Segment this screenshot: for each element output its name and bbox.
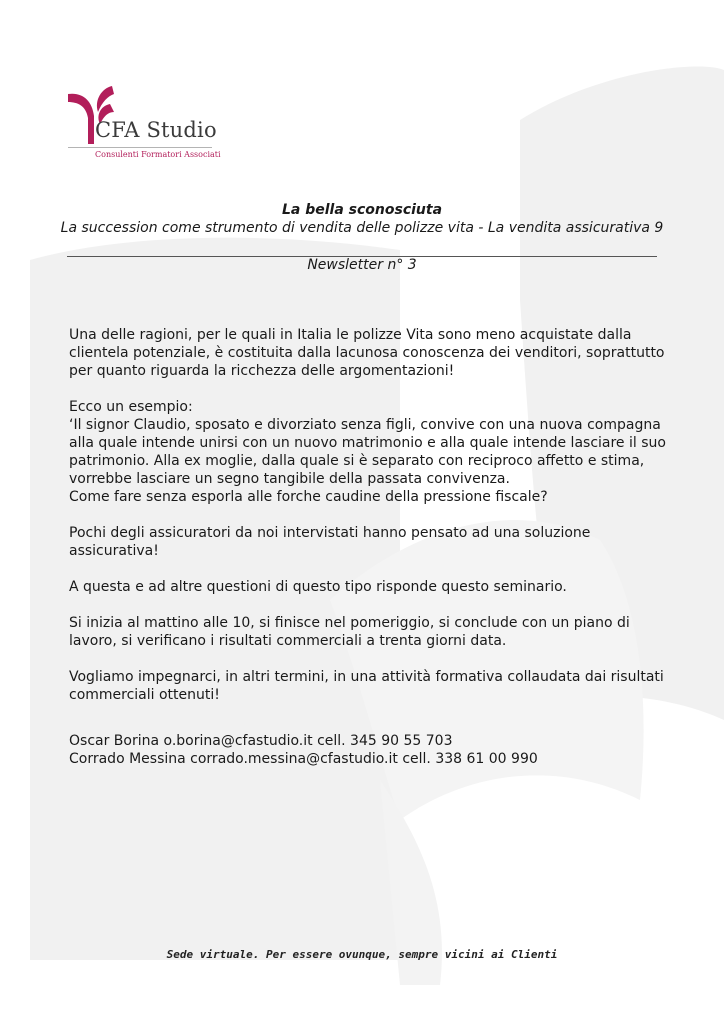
logo-divider bbox=[68, 147, 212, 148]
newsletter-number: Newsletter n° 3 bbox=[307, 257, 417, 273]
paragraph-schedule: Si inizia al mattino alle 10, si finisce nel pomeriggio, si conclude con un piano di lavoro, si verificano i risultati commerciali a trenta giorni data. bbox=[69, 615, 630, 649]
document-subtitle: La succession come strumento di vendita delle polizze vita - La vendita assicurativa 9 bbox=[60, 220, 664, 236]
paragraph-seminar: A questa e ad altre questioni di questo tipo risponde questo seminario. bbox=[69, 579, 567, 595]
footer-motto: Sede virtuale. Per essere ovunque, sempre vicini ai Clienti bbox=[166, 948, 558, 961]
contact-line: Oscar Borina o.borina@cfastudio.it cell. 345 90 55 703 bbox=[69, 733, 453, 749]
logo-name: CFA Studio bbox=[95, 118, 217, 142]
document-title: La bella sconosciuta bbox=[281, 202, 443, 218]
paragraph-example: ‘Il signor Claudio, sposato e divorziato senza figli, convive con una nuova compagna alla quale intende unirsi con un nuovo matrimonio e alla quale intende lasciare il suo patrimonio. Alla ex moglie, dalla quale si è separato con reciproco affetto e stima, vorrebbe lasciare un segno tangibile della passata convivenza. bbox=[69, 417, 666, 487]
contacts-block bbox=[69, 732, 538, 768]
paragraph-question: Come fare senza esporla alle forche caudine della pressione fiscale? bbox=[69, 489, 548, 505]
paragraph-example-label: Ecco un esempio: bbox=[69, 399, 193, 415]
contact-line: Corrado Messina corrado.messina@cfastudio.it cell. 338 61 00 990 bbox=[69, 751, 538, 767]
paragraph-intro: Una delle ragioni, per le quali in Italia le polizze Vita sono meno acquistate dalla clientela potenziale, è costituita dalla lacunosa conoscenza dei venditori, soprattutto per quanto riguarda la ricchezza delle argomentazioni! bbox=[69, 327, 665, 379]
body-text bbox=[69, 326, 669, 704]
paragraph-survey: Pochi degli assicuratori da noi intervistati hanno pensato ad una soluzione assicurativa! bbox=[69, 525, 591, 559]
paragraph-commitment: Vogliamo impegnarci, in altri termini, in una attività formativa collaudata dai risultati commerciali ottenuti! bbox=[69, 669, 664, 703]
logo-tagline: Consulenti Formatori Associati bbox=[95, 150, 221, 159]
